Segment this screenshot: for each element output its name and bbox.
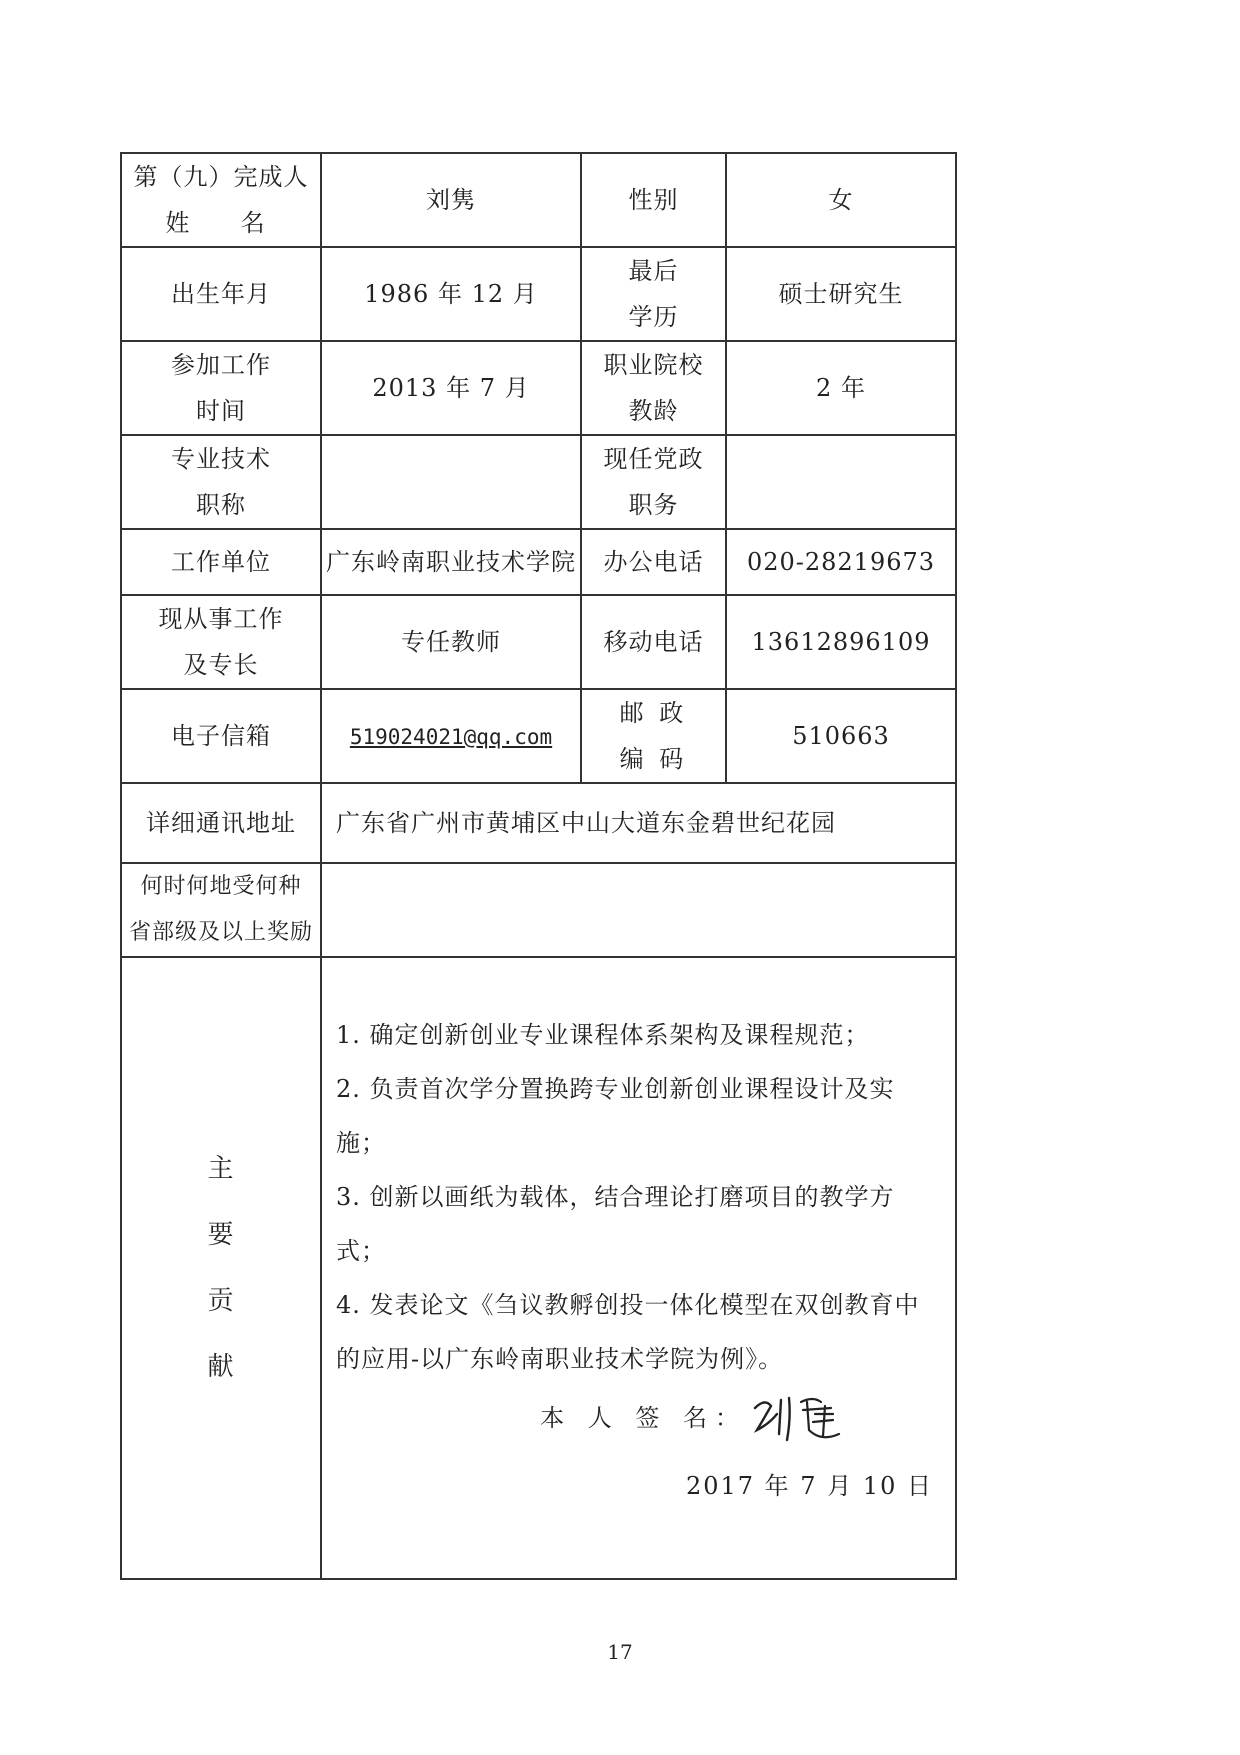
teaching-years-label — [581, 341, 726, 435]
personal-info-form — [120, 152, 957, 1580]
office-phone-value: 020-28219673 — [726, 529, 956, 595]
party-position-label — [581, 435, 726, 529]
postcode-label-line2: 编 码 — [619, 745, 688, 773]
row-email — [121, 689, 956, 783]
row-birth — [121, 247, 956, 341]
address-label: 详细通讯地址 — [121, 783, 321, 863]
job-label-line1: 现从事工作 — [158, 605, 284, 633]
birth-label: 出生年月 — [121, 247, 321, 341]
row-work-start — [121, 341, 956, 435]
contributions-label-char-4: 献 — [207, 1352, 235, 1382]
postcode-label — [581, 689, 726, 783]
signature-label: 本 人 签 名： — [540, 1404, 747, 1432]
education-label-line1: 最后 — [628, 257, 679, 285]
employer-value: 广东岭南职业技术学院 — [321, 529, 581, 595]
email-link[interactable]: 519024021@qq.com — [349, 724, 553, 749]
contributions-list — [336, 1008, 941, 1386]
postcode-label-line1: 邮 政 — [619, 699, 688, 727]
contributions-label-char-3: 贡 — [207, 1286, 235, 1316]
signature-date: 2017 年 7 月 10 日 — [685, 1472, 933, 1500]
teaching-years-label-line2: 教龄 — [628, 397, 679, 425]
row-address — [121, 783, 956, 863]
name-label-line2: 姓 名 — [165, 209, 277, 237]
awards-label — [121, 863, 321, 957]
address-value: 广东省广州市黄埔区中山大道东金碧世纪花园 — [321, 783, 956, 863]
email-value-cell — [321, 689, 581, 783]
education-value: 硕士研究生 — [726, 247, 956, 341]
name-value: 刘隽 — [321, 153, 581, 247]
row-name — [121, 153, 956, 247]
party-position-label-line1: 现任党政 — [603, 445, 704, 473]
awards-value — [321, 863, 956, 957]
mobile-value: 13612896109 — [726, 595, 956, 689]
email-label: 电子信箱 — [121, 689, 321, 783]
row-job — [121, 595, 956, 689]
education-label — [581, 247, 726, 341]
awards-label-line2: 省部级及以上奖励 — [128, 920, 313, 945]
title-label — [121, 435, 321, 529]
mobile-label: 移动电话 — [581, 595, 726, 689]
contributions-label-char-2: 要 — [207, 1220, 235, 1250]
name-label-line1: 第（九）完成人 — [133, 163, 309, 191]
work-start-label-line2: 时间 — [196, 397, 246, 425]
teaching-years-label-line1: 职业院校 — [603, 351, 704, 379]
work-start-label — [121, 341, 321, 435]
title-label-line1: 专业技术 — [171, 445, 271, 473]
birth-value: 1986 年 12 月 — [321, 247, 581, 341]
education-label-line2: 学历 — [628, 303, 679, 331]
office-phone-label: 办公电话 — [581, 529, 726, 595]
gender-label: 性别 — [581, 153, 726, 247]
contributions-label-char-1: 主 — [207, 1154, 235, 1184]
awards-label-line1: 何时何地受何种 — [140, 874, 302, 899]
contributions-content — [321, 957, 956, 1579]
row-awards — [121, 863, 956, 957]
contributions-label — [121, 957, 321, 1579]
party-position-label-line2: 职务 — [628, 491, 679, 519]
title-value — [321, 435, 581, 529]
signature-line — [540, 1390, 845, 1446]
job-label — [121, 595, 321, 689]
job-value: 专任教师 — [321, 595, 581, 689]
work-start-value: 2013 年 7 月 — [321, 341, 581, 435]
job-label-line2: 及专长 — [183, 651, 259, 679]
teaching-years-value: 2 年 — [726, 341, 956, 435]
row-title — [121, 435, 956, 529]
contribution-item-1: 1. 确定创新创业专业课程体系架构及课程规范； — [336, 1021, 870, 1049]
row-employer — [121, 529, 956, 595]
handwritten-signature — [749, 1390, 845, 1446]
contribution-item-2: 2. 负责首次学分置换跨专业创新创业课程设计及实施； — [336, 1075, 895, 1157]
name-label — [121, 153, 321, 247]
gender-value: 女 — [726, 153, 956, 247]
employer-label: 工作单位 — [121, 529, 321, 595]
postcode-value: 510663 — [726, 689, 956, 783]
contribution-item-3: 3. 创新以画纸为载体，结合理论打磨项目的教学方式； — [336, 1183, 895, 1265]
row-contributions — [121, 957, 956, 1579]
page-number: 17 — [607, 1640, 633, 1664]
contribution-item-4: 4. 发表论文《刍议教孵创投一体化模型在双创教育中的应用-以广东岭南职业技术学院为例》。 — [336, 1291, 920, 1373]
party-position-value — [726, 435, 956, 529]
title-label-line2: 职称 — [196, 491, 246, 519]
work-start-label-line1: 参加工作 — [171, 351, 271, 379]
